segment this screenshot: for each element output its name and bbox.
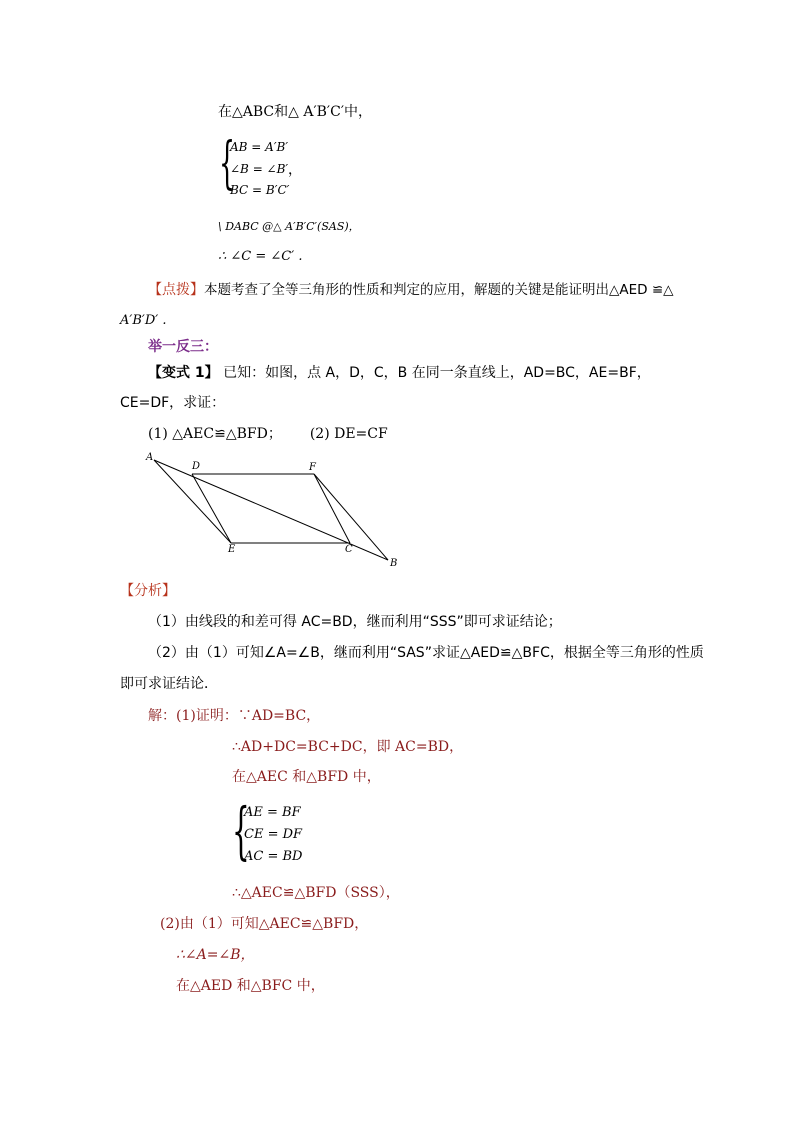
tip-text: 本题考查了全等三角形的性质和判定的应用，解题的关键是能证明出△AED ≌△ [204,282,674,298]
geometry-figure [140,448,410,574]
point-label-F: F [309,462,316,473]
block1-conclusion: ∴ ∠C = ∠C′ . [218,249,303,264]
solution-step2: 在△AEC 和△BFD 中， [232,769,381,785]
problem-sub1: (1) △AEC≌△BFD； [148,426,282,442]
problem-label: 【变式 1】 [148,365,219,381]
solution-eq-2: CE = DF [244,827,303,842]
block1-eq-3: BC = B′C′ [230,183,290,197]
solution-step4: ∴∠A=∠B， [176,947,255,963]
analysis-p2-line2: 即可求证结论． [120,676,218,692]
tip-label: 【点拨】 [148,282,204,298]
point-label-C: C [345,544,353,555]
solution-part2: (2)由（1）可知△AEC≌△BFD， [160,916,369,932]
analysis-p1: （1）由线段的和差可得 AC=BD，继而利用“SSS”即可求证结论； [148,614,562,630]
solution-step3: ∴△AEC≌△BFD（SSS）， [232,885,400,901]
block1-eq-comma: ， [288,162,302,178]
solution-step1: ∴AD+DC=BC+DC，即 AC=BD， [232,739,464,755]
block1-intro: 在△ABC和△ A′B′C′中， [218,104,372,120]
problem-subquestions [148,427,388,441]
point-label-B: B [390,558,398,569]
block1-eq-2: ∠B = ∠B′ [230,162,289,176]
point-label-D: D [192,461,201,472]
problem-line1 [148,366,651,380]
problem-sub2: (2) DE=CF [309,426,388,442]
block1-congruent: \ DABC @△ A′B′C′(SAS)， [218,220,360,233]
solution-intro: 解：(1)证明：∵AD=BC， [148,708,321,724]
tip-text-line2: A′B′D′ . [120,313,167,328]
problem-text-1: 已知：如图，点 A，D，C，B 在同一条直线上，AD=BC，AE=BF， [218,365,651,381]
line-AE [154,460,231,543]
tip-line [148,283,674,298]
line-FC [314,474,350,543]
solution-step5: 在△AED 和△BFC 中， [176,978,325,994]
section-title: 举一反三： [148,339,218,355]
point-label-A: A [146,452,154,463]
point-label-E: E [228,544,236,555]
problem-line2: CE=DF，求证： [120,395,226,411]
analysis-label: 【分析】 [120,583,176,599]
solution-brace: { [232,794,250,867]
block1-brace: { [219,131,236,196]
line-AB [154,460,388,560]
analysis-p2-line1: （2）由（1）可知∠A=∠B，继而利用“SAS”求证△AED≌△BFC，根据全等三角形的性质 [148,645,704,661]
block1-eq-1: AB = A′B′ [230,140,289,154]
solution-eq-1: AE = BF [244,805,301,820]
solution-eq-3: AC = BD [244,849,303,864]
